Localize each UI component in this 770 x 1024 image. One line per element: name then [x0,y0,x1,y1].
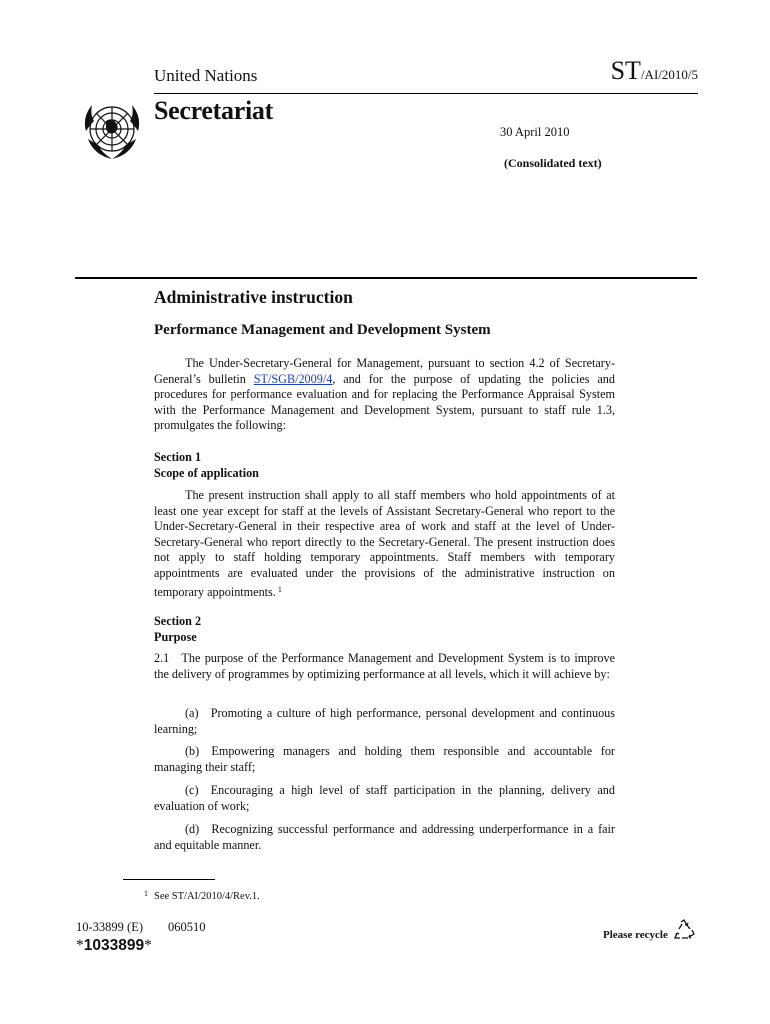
list-item-b-text: (b) Empowering managers and holding them responsible and accountable for managing their staff; [154,744,615,774]
footnote-mark: 1 [144,889,148,898]
header-rule [154,93,698,94]
intro-text-end: , and for the purpose of updating the policies and procedures for performance evaluation and for replacing the Performance Appraisal System with the Performance Management and Development System, pursuant to staff rule 1.3, promulgates the following: [154,371,615,433]
list-item-a-text: (a) Promoting a culture of high performance, personal development and continuous learning; [154,706,615,736]
list-item-a [154,706,615,737]
organization-name: United Nations [154,66,258,85]
footnote-rule [123,879,215,880]
document-symbol [611,56,698,86]
list-item-c-text: (c) Encouraging a high level of staff participation in the planning, delivery and evaluation of work; [154,783,615,813]
thick-separator-rule [75,277,697,279]
section-1-heading [154,449,615,481]
section-2-title: Purpose [154,630,197,644]
recycle-note: Please recycle [603,929,668,941]
document-type: Administrative instruction [154,287,353,307]
section-1-text: The present instruction shall apply to all staff members who hold appointments of at least one year except for staff at the levels of Assistant Secretary-General who report to the Under-Secretary-General in their respective area of work and staff at the level of Under-Secretary-General who report directly to the Secretary-General. The present instruction does not apply to staff holding temporary appointments. Staff members with temporary appointments are evaluated under the provisions of the administrative instruction on temporary appointments. [154,488,615,599]
job-number: 10-33899 (E) 060510 [76,920,206,934]
issue-date: 30 April 2010 [500,125,570,139]
document-title: Performance Management and Development System [154,322,491,338]
list-item-d-text: (d) Recognizing successful performance and addressing underperformance in a fair and equitable manner. [154,822,615,852]
document-symbol-main: ST [610,56,641,85]
intro-text-start: The Under-Secretary-General for Management, pursuant to section 4.2 of Secretary-General’s bulletin [154,356,615,386]
list-item-d [154,822,615,853]
secretariat-heading: Secretariat [154,96,273,125]
barcode-number [76,937,152,955]
bulletin-link[interactable]: ST/SGB/2009/4 [253,371,333,386]
paragraph-2-1 [154,651,615,682]
intro-paragraph [154,356,615,434]
un-emblem-icon [76,95,148,167]
barcode-prefix: * [76,937,84,954]
section-1-paragraph [154,488,615,600]
section-2-number: Section 2 [154,614,202,628]
section-1-number: Section 1 [154,450,202,464]
footnote-text: See ST/AI/2010/4/Rev.1. [154,891,260,902]
section-2-heading [154,613,615,645]
footnote [144,889,260,902]
version-note: (Consolidated text) [504,156,602,170]
list-item-b [154,744,615,775]
footnote-reference[interactable]: 1 [277,584,282,594]
document-symbol-rest: /AI/2010/5 [640,67,698,82]
section-1-title: Scope of application [154,466,259,480]
list-item-c [154,783,615,814]
barcode-digits: 1033899 [83,937,145,954]
paragraph-2-1-text: 2.1 The purpose of the Performance Management and Development System is to improve the delivery of programmes by optimizing performance at all levels, which it will achieve by: [154,651,615,681]
barcode-suffix: * [144,937,152,954]
recycle-icon [672,918,696,942]
